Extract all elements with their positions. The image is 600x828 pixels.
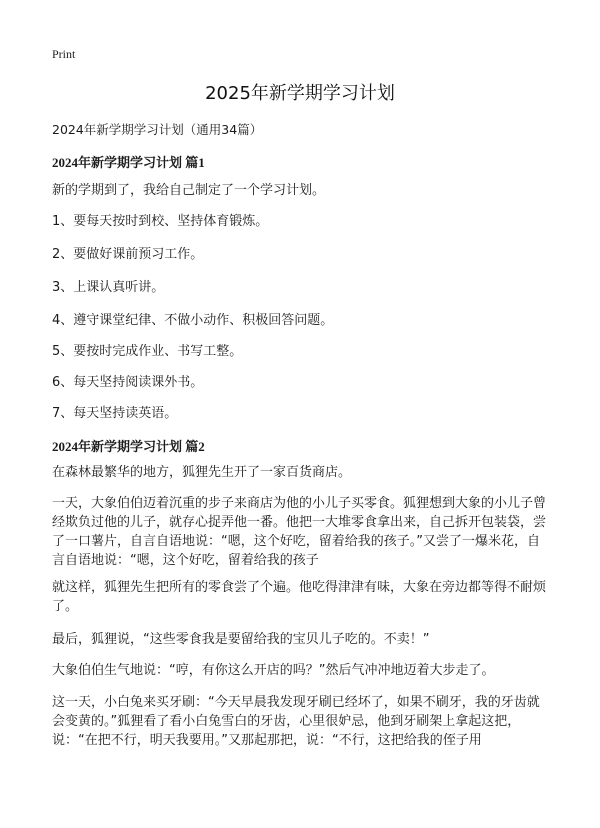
document-subtitle: 2024年新学期学习计划（通用34篇） (52, 122, 263, 137)
paragraph: 最后，狐狸说，“这些零食我是要留给我的宝贝儿子吃的。不卖！” (52, 632, 430, 647)
section-heading: 2024年新学期学习计划 篇1 (52, 155, 205, 170)
section-heading: 2024年新学期学习计划 篇2 (52, 439, 205, 454)
list-item: 3、上课认真听讲。 (52, 280, 165, 295)
paragraph: 这一天，小白兔来买牙刷：“今天早晨我发现牙刷已经坏了，如果不刷牙，我的牙齿就会变黄的。”狐狸看了看小白兔雪白的牙齿，心里很妒忌，他到牙刷架上拿起这把，说：“在把不行，明天我要用。”又那起那把，说：“不行，这把给我的侄子用 (52, 695, 540, 748)
list-item: 7、每天坚持读英语。 (52, 406, 178, 421)
paragraph: 一天，大象伯伯迈着沉重的步子来商店为他的小儿子买零食。狐狸想到大象的小儿子曾经欺负过他的儿子，就存心捉弄他一番。他把一大堆零食拿出来，自己拆开包装袋，尝了一口薯片，自言自语地说：“嗯，这个好吃，留着给我的孩子。”又尝了一爆米花，自言自语地说：“嗯，这个好吃，留着给我的孩子 (52, 496, 547, 568)
list-item: 5、要按时完成作业、书写工整。 (52, 344, 243, 359)
list-item: 1、要每天按时到校、坚持体育锻炼。 (52, 214, 269, 229)
list-item: 2、要做好课前预习工作。 (52, 247, 204, 262)
paragraph: 新的学期到了，我给自己制定了一个学习计划。 (52, 183, 326, 198)
page-title: 2025年新学期学习计划 (205, 83, 395, 104)
list-item: 6、每天坚持阅读课外书。 (52, 375, 204, 390)
paragraph: 就这样，狐狸先生把所有的零食尝了个遍。他吃得津津有味，大象在旁边都等得不耐烦了。 (52, 580, 547, 614)
print-link[interactable]: Print (52, 47, 76, 61)
list-item: 4、遵守课堂纪律、不做小动作、积极回答问题。 (52, 313, 334, 328)
paragraph: 在森林最繁华的地方，狐狸先生开了一家百货商店。 (52, 465, 352, 480)
paragraph: 大象伯伯生气地说：“哼，有你这么开店的吗？”然后气冲冲地迈着大步走了。 (52, 663, 495, 678)
